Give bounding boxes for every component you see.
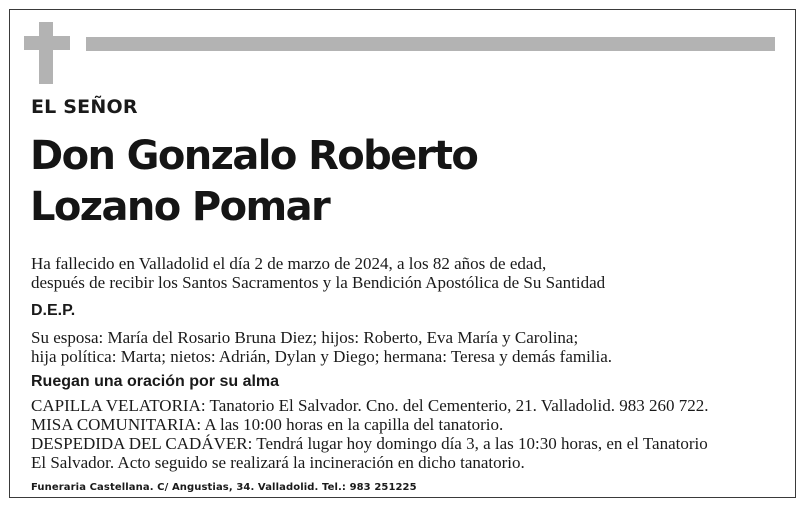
name-line-2: Lozano Pomar [30, 184, 330, 230]
dep-label: D.E.P. [31, 302, 76, 319]
prayer-request: Ruegan una oración por su alma [31, 373, 280, 390]
family-line-2: hija política: Marta; nietos: Adrián, Dylan y Diego; hermana: Teresa y demás familia. [31, 347, 613, 366]
name-line-1: Don Gonzalo Roberto [30, 133, 478, 179]
deceased-name [30, 131, 477, 233]
capilla-velatoria: CAPILLA VELATORIA: Tanatorio El Salvador. Cno. del Cementerio, 21. Valladolid. 983 260 722. [31, 396, 709, 415]
announcement [31, 254, 605, 292]
header-bar [86, 37, 775, 51]
title-prefix: EL SEÑOR [31, 96, 138, 118]
family-line-1: Su esposa: María del Rosario Bruna Diez; hijos: Roberto, Eva María y Carolina; [31, 328, 579, 347]
misa-comunitaria: MISA COMUNITARIA: A las 10:00 horas en la capilla del tanatorio. [31, 415, 504, 434]
despedida-line-1: DESPEDIDA DEL CADÁVER: Tendrá lugar hoy domingo día 3, a las 10:30 horas, en el Tanatorio [31, 434, 708, 453]
family-list [31, 328, 612, 366]
cross-icon [24, 22, 70, 84]
despedida-line-2: El Salvador. Acto seguido se realizará la incineración en dicho tanatorio. [31, 453, 525, 472]
service-details [31, 396, 709, 472]
announcement-line-1: Ha fallecido en Valladolid el día 2 de marzo de 2024, a los 82 años de edad, [31, 254, 547, 273]
funeral-home-footer: Funeraria Castellana. C/ Angustias, 34. Valladolid. Tel.: 983 251225 [31, 482, 417, 493]
announcement-line-2: después de recibir los Santos Sacramentos y la Bendición Apostólica de Su Santidad [31, 273, 606, 292]
